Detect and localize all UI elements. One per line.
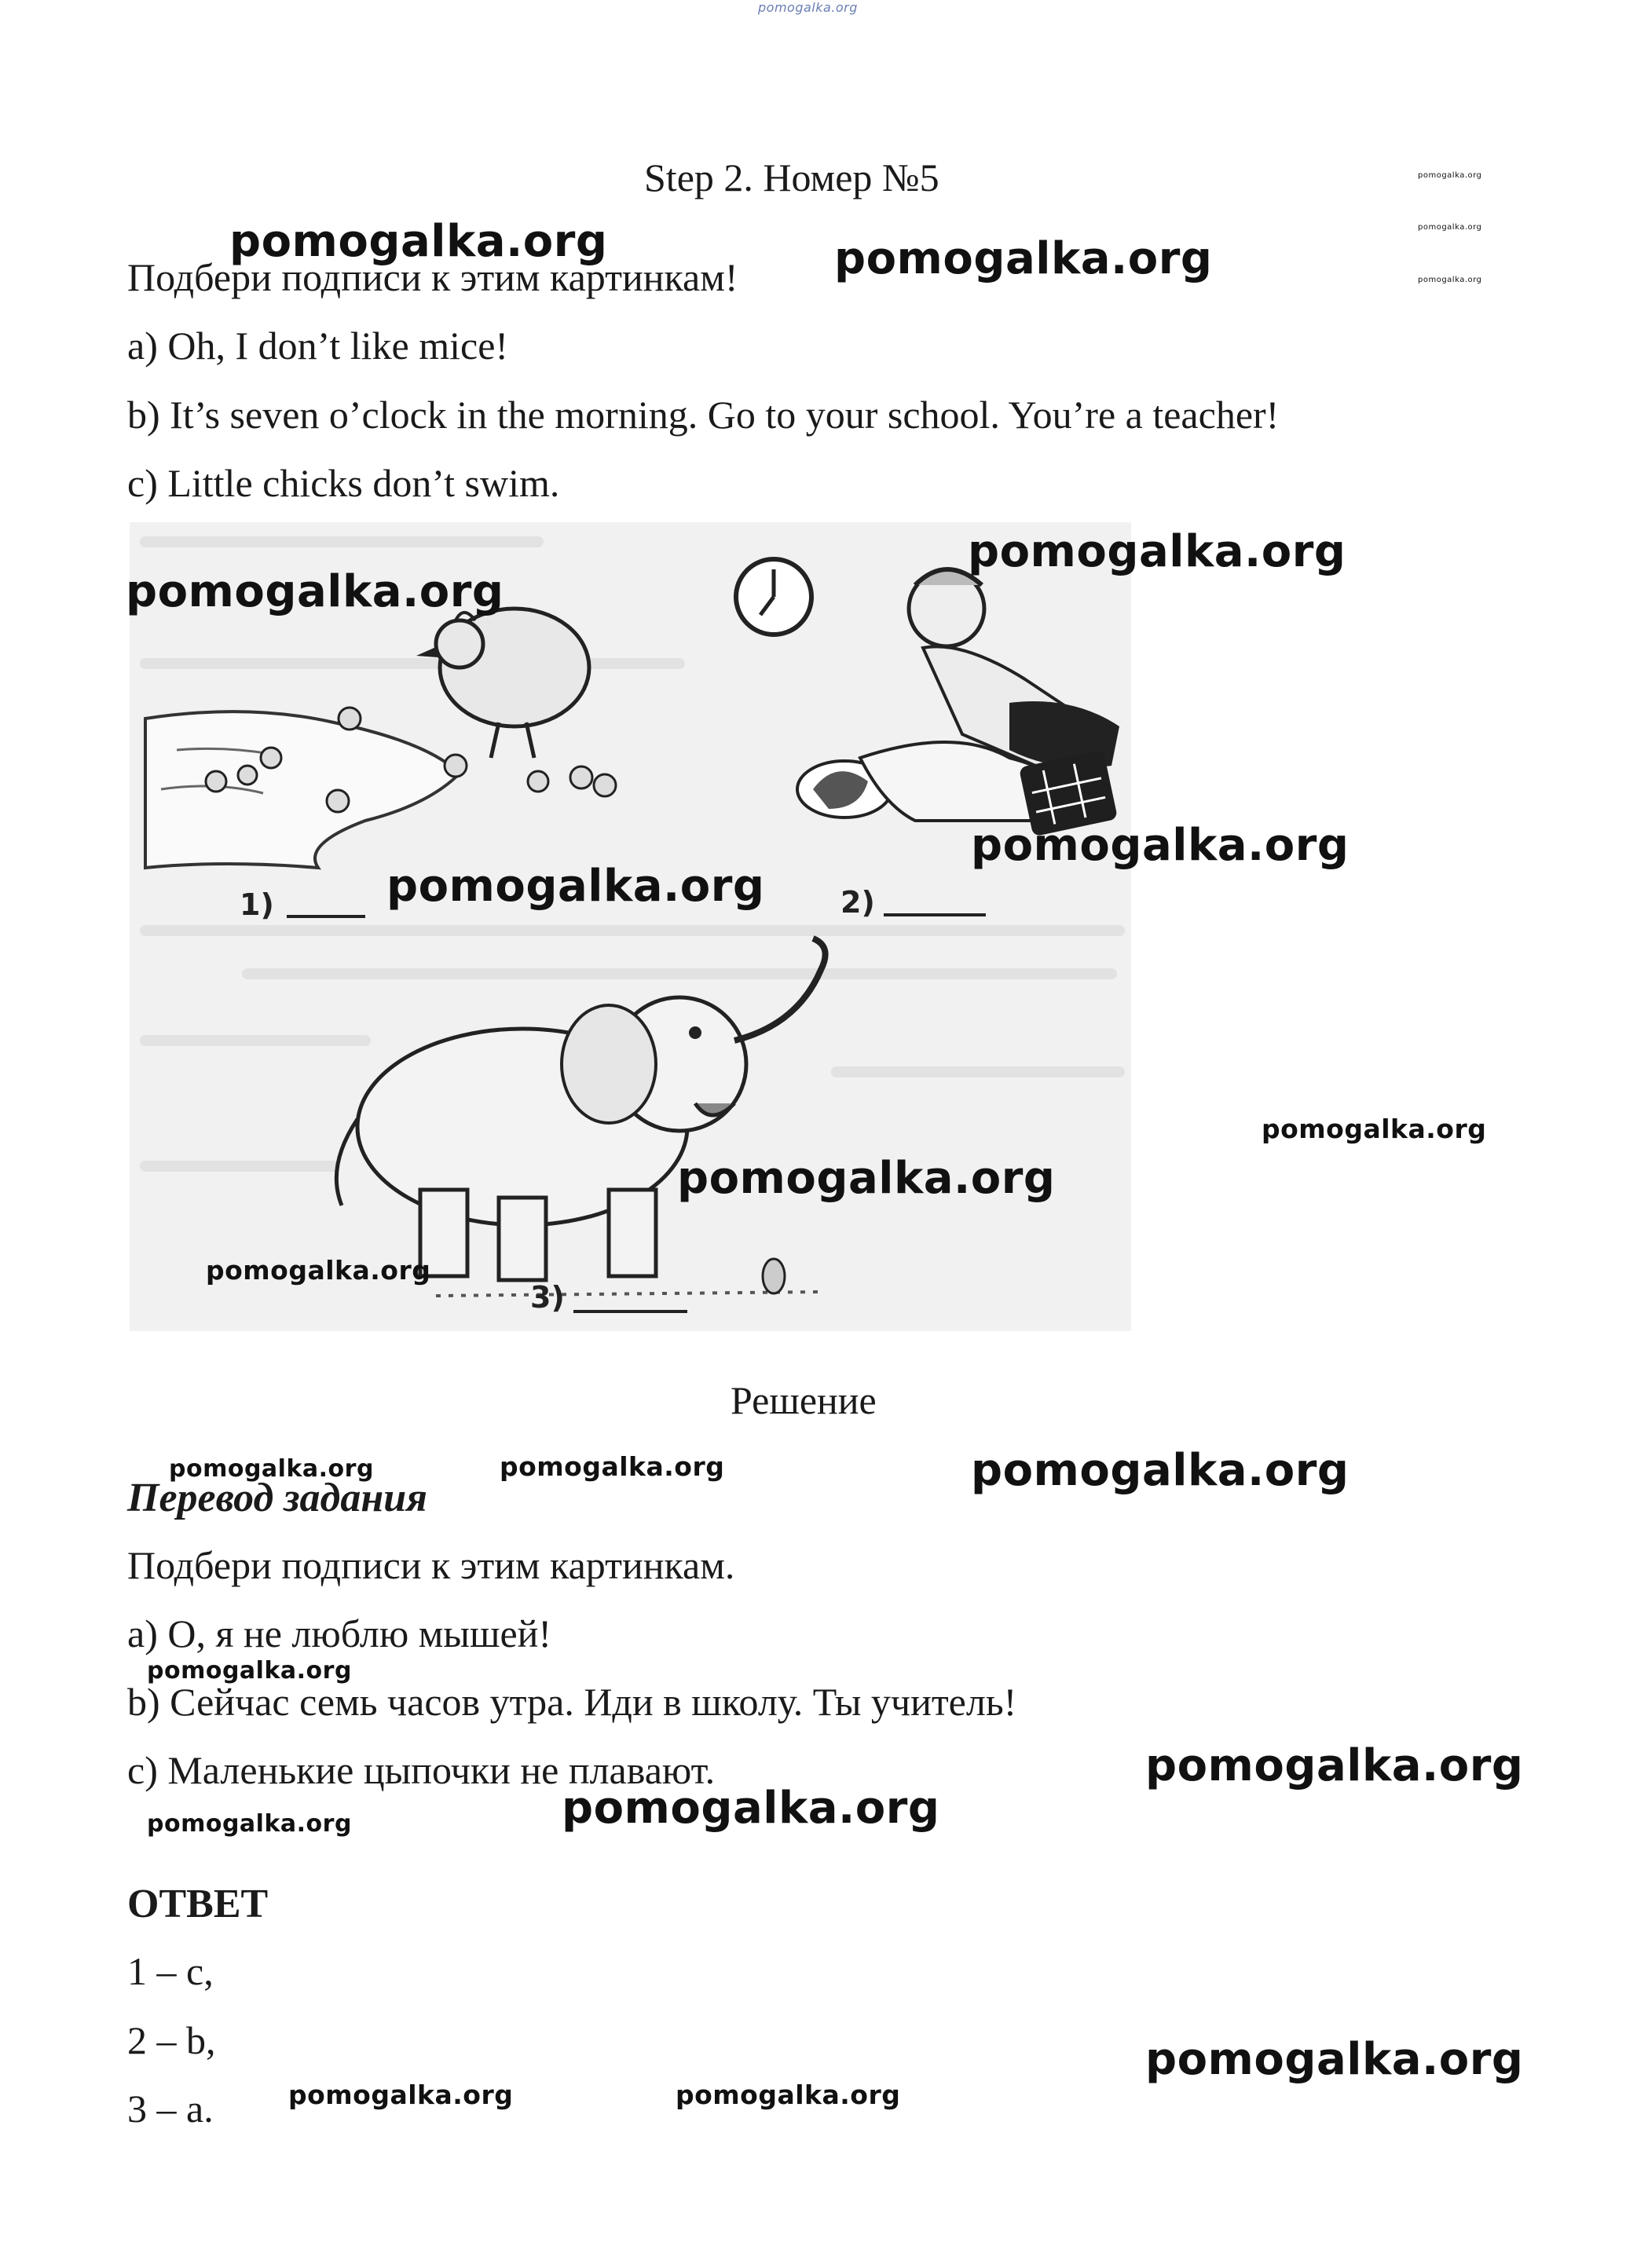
translation-option-a: a) О, я не люблю мышей! [127,1611,552,1655]
watermark: pomogalka.org [500,1451,725,1482]
task-instruction: Подбери подписи к этим картинкам! [127,255,738,299]
watermark: pomogalka.org [1418,223,1482,232]
answer-item-2: 2 – b, [127,2018,216,2062]
caption-1: 1) [240,887,274,922]
elephant-and-mouse-drawing [336,938,825,1296]
solution-heading: Решение [731,1378,877,1422]
caption-3: 3) [530,1280,565,1315]
watermark: pomogalka.org [1262,1114,1487,1144]
sleeping-teacher-drawing [736,559,1119,836]
task-option-a: a) Oh, I don’t like mice! [127,324,509,368]
watermark: pomogalka.org [386,861,765,912]
watermark: pomogalka.org [169,1455,374,1483]
watermark: pomogalka.org [1145,1740,1524,1791]
watermark: pomogalka.org [1418,171,1482,180]
exercise-illustration [130,522,1131,1331]
watermark: pomogalka.org [676,2080,901,2110]
watermark-top: pomogalka.org [758,0,858,15]
watermark: pomogalka.org [1145,2034,1524,2085]
watermark: pomogalka.org [968,526,1346,577]
answer-item-1: 1 – c, [127,1949,214,1993]
watermark: pomogalka.org [206,1255,431,1286]
watermark: pomogalka.org [971,820,1350,871]
watermark: pomogalka.org [126,566,504,617]
answer-item-3: 3 – a. [127,2087,214,2131]
translation-option-b: b) Сейчас семь часов утра. Иди в школу. Ты учитель! [127,1680,1017,1724]
watermark: pomogalka.org [971,1445,1350,1496]
caption-2: 2) [840,885,875,920]
watermark: pomogalka.org [288,2080,514,2110]
task-option-b: b) It’s seven o’clock in the morning. Go to your school. You’re a teacher! [127,393,1280,437]
watermark: pomogalka.org [562,1783,940,1834]
watermark: pomogalka.org [147,1810,352,1838]
translation-heading: Перевод задания [127,1476,427,1520]
translation-option-c: c) Маленькие цыпочки не плавают. [127,1748,716,1792]
page-title: Step 2. Номер №5 [644,155,939,199]
watermark: pomogalka.org [834,233,1213,284]
hen-with-chicks-drawing [145,609,616,868]
answer-heading: ОТВЕТ [127,1882,269,1926]
translation-instruction: Подбери подписи к этим картинкам. [127,1543,735,1587]
watermark: pomogalka.org [229,216,608,267]
watermark: pomogalka.org [1418,276,1482,284]
watermark: pomogalka.org [677,1153,1056,1204]
watermark: pomogalka.org [147,1657,352,1685]
task-option-c: c) Little chicks don’t swim. [127,461,560,505]
